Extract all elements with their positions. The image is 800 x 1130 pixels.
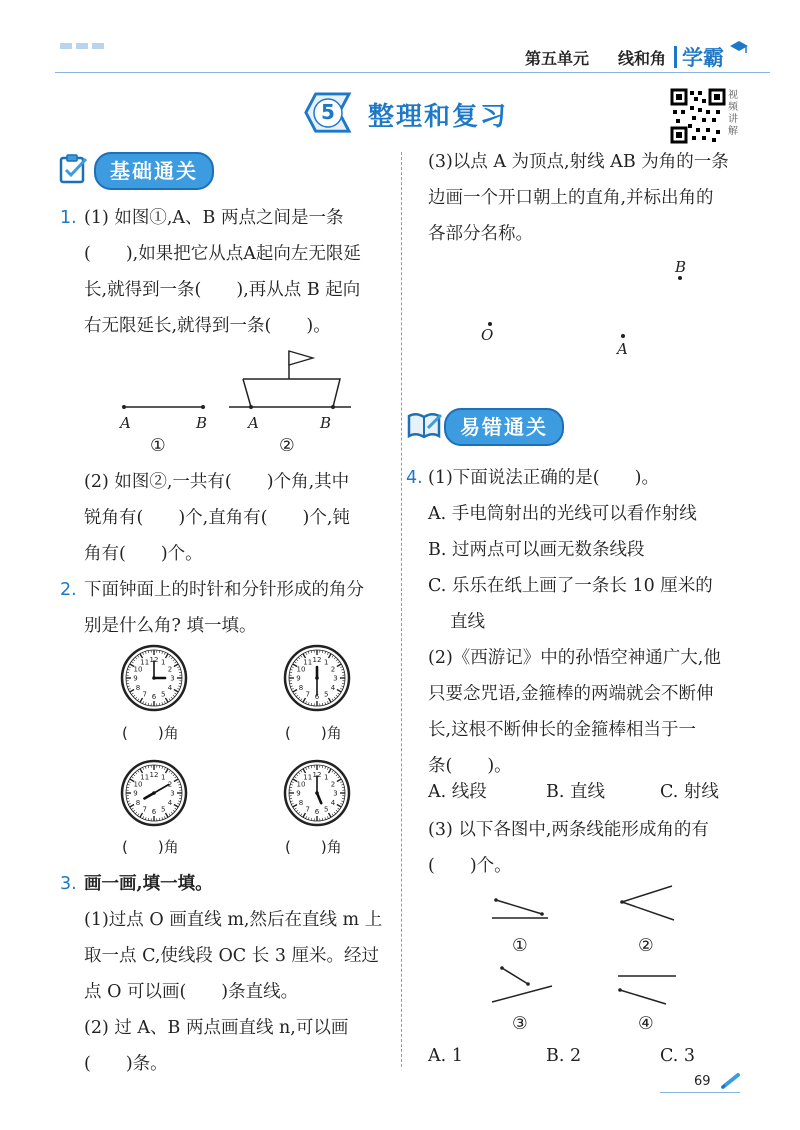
q1-number: 1. (60, 208, 77, 228)
q1-p2-line2: 锐角有( )个,直角有( )个,钝 (84, 508, 350, 528)
header-chip (76, 43, 88, 49)
clock-center (315, 791, 319, 795)
clock-numeral: 4 (330, 798, 336, 807)
fig2-label: ② (279, 436, 295, 456)
fig1-point-a: A (120, 414, 131, 432)
q4-p3-option-a: A. 1 (428, 1046, 463, 1066)
clock-numeral: 3 (333, 674, 338, 683)
q4-number: 4. (406, 468, 423, 488)
clock-center (152, 791, 156, 795)
figure-1-segment (115, 395, 215, 415)
clock-numeral: 7 (305, 805, 310, 814)
q3-number: 3. (60, 874, 77, 894)
open-book-icon (406, 410, 442, 440)
q4-p3-option-b: B. 2 (546, 1046, 582, 1066)
q1-p2-line3: 角有( )个。 (84, 544, 203, 564)
clock-numeral: 2 (167, 665, 173, 674)
figure-2-boat (225, 345, 355, 415)
q4-p2-option-c: C. 射线 (660, 782, 719, 802)
clock-2 (282, 643, 352, 713)
clock-numeral: 11 (303, 658, 313, 667)
clock-numeral: 7 (142, 690, 147, 699)
clock-numeral: 1 (161, 658, 166, 667)
page-number: 69 (694, 1074, 711, 1089)
clock-numeral: 1 (161, 773, 166, 782)
q4-option-b: B. 过两点可以画无数条线段 (428, 540, 645, 560)
clock-numeral: 9 (296, 789, 301, 798)
clock-1 (119, 643, 189, 713)
clock-numeral: 9 (133, 789, 138, 798)
clock-numeral: 6 (314, 693, 320, 701)
fig2-point-a: A (248, 414, 259, 432)
header-chip (92, 43, 104, 49)
q3-p3-line2: 边画一个开口朝上的直角,并标出角的 (428, 188, 714, 208)
q2-line2: 别是什么角? 填一填。 (84, 616, 257, 636)
figure-label-3: ③ (512, 1014, 528, 1034)
clock-3-answer: ( )角 (122, 838, 179, 856)
clock-2-answer: ( )角 (285, 724, 342, 742)
angle-figure-1 (486, 892, 556, 926)
clock-numeral: 3 (170, 674, 175, 683)
clock-numeral: 11 (140, 773, 150, 782)
clock-numeral: 3 (170, 789, 175, 798)
angle-figure-2 (612, 882, 682, 926)
q1-p1-line1: (1) 如图①,A、B 两点之间是一条 (84, 208, 344, 228)
fig1-label: ① (150, 436, 166, 456)
q4-p2-line2: 只要念咒语,金箍棒的两端就会不断伸 (428, 684, 714, 704)
clock-center (152, 676, 156, 680)
clock-numeral: 10 (296, 665, 306, 674)
section-basic: 基础通关 (94, 152, 214, 190)
clock-numeral: 4 (330, 683, 336, 692)
clock-numeral: 12 (149, 656, 159, 664)
clock-numeral: 8 (135, 683, 141, 692)
q4-option-c-line1: C. 乐乐在纸上画了一条长 10 厘米的 (428, 576, 713, 596)
clock-4 (282, 758, 352, 828)
clock-4-answer: ( )角 (285, 838, 342, 856)
figure-label-2: ② (638, 936, 654, 956)
section-mistake: 易错通关 (444, 408, 564, 446)
point-b-dot (678, 276, 682, 280)
clock-numeral: 10 (296, 780, 306, 789)
clock-1-answer: ( )角 (122, 724, 179, 742)
q4-p2-option-b: B. 直线 (546, 782, 605, 802)
q4-option-a: A. 手电筒射出的光线可以看作射线 (428, 504, 697, 524)
clock-numeral: 6 (151, 693, 157, 701)
clock-numeral: 5 (324, 805, 329, 814)
header-unit: 第五单元 (525, 49, 590, 68)
clock-numeral: 1 (324, 658, 329, 667)
clock-numeral: 2 (330, 665, 336, 674)
clock-numeral: 6 (151, 808, 157, 816)
q4-p2-option-a: A. 线段 (428, 782, 487, 802)
q4-p2-line4: 条( )。 (428, 756, 512, 776)
brand-logo: 学霸 (682, 46, 724, 70)
clock-numeral: 10 (133, 665, 143, 674)
checklist-icon (58, 153, 90, 185)
angle-figure-4 (612, 970, 682, 1010)
point-b-label: B (675, 258, 687, 276)
point-a-dot (621, 334, 625, 338)
clock-numeral: 8 (135, 798, 141, 807)
clock-numeral: 7 (142, 805, 147, 814)
clock-numeral: 5 (161, 805, 166, 814)
clock-numeral: 1 (324, 773, 329, 782)
clock-numeral: 9 (133, 674, 138, 683)
clock-numeral: 10 (133, 780, 143, 789)
q2-number: 2. (60, 580, 77, 600)
q3-p1-line1: (1)过点 O 画直线 m,然后在直线 m 上 (84, 910, 383, 930)
pencil-icon (720, 1072, 742, 1090)
clock-numeral: 12 (312, 656, 322, 664)
clock-numeral: 11 (140, 658, 150, 667)
q3-p2-line2: ( )条。 (84, 1054, 168, 1074)
figure-label-4: ④ (638, 1014, 654, 1034)
q4-option-c-line2: 直线 (450, 612, 485, 632)
fig1-point-b: B (196, 414, 208, 432)
q1-p2-line1: (2) 如图②,一共有( )个角,其中 (84, 472, 350, 492)
q1-p1-line3: 长,就得到一条( ),再从点 B 起向 (84, 280, 361, 300)
qr-code (670, 88, 726, 144)
point-a-label: A (617, 340, 628, 358)
clock-numeral: 9 (296, 674, 301, 683)
chapter-number: 5 (321, 100, 335, 124)
clock-numeral: 7 (305, 690, 310, 699)
clock-numeral: 4 (167, 683, 173, 692)
q2-line1: 下面钟面上的时针和分针形成的角分 (84, 580, 364, 600)
q3-p1-line3: 点 O 可以画( )条直线。 (84, 982, 299, 1002)
q4-p2-line1: (2)《西游记》中的孙悟空神通广大,他 (428, 648, 721, 668)
page-title: 整理和复习 (368, 102, 509, 132)
clock-numeral: 6 (314, 808, 320, 816)
clock-numeral: 8 (298, 798, 304, 807)
q4-p2-line3: 长,这根不断伸长的金箍棒相当于一 (428, 720, 697, 740)
q4-p3-line1: (3) 以下各图中,两条线能形成角的有 (428, 820, 709, 840)
clock-center (315, 676, 319, 680)
qr-caption: 视频讲解 (728, 90, 738, 137)
clock-numeral: 2 (330, 780, 336, 789)
clock-numeral: 2 (167, 780, 173, 789)
footer-rule (660, 1092, 740, 1093)
clock-numeral: 12 (312, 771, 322, 779)
clock-numeral: 12 (149, 771, 159, 779)
header-topic: 线和角 (618, 49, 667, 68)
clock-numeral: 4 (167, 798, 173, 807)
column-divider (401, 152, 402, 1067)
q3-p3-line3: 各部分名称。 (428, 224, 533, 244)
q4-p3-option-c: C. 3 (660, 1046, 696, 1066)
point-o-label: O (481, 326, 494, 344)
graduation-cap-icon (728, 38, 750, 56)
clock-numeral: 5 (161, 690, 166, 699)
clock-numeral: 5 (324, 690, 329, 699)
clock-numeral: 3 (333, 789, 338, 798)
clock-numeral: 8 (298, 683, 304, 692)
q3-p3-line1: (3)以点 A 为顶点,射线 AB 为角的一条 (428, 152, 729, 172)
clock-numeral: 11 (303, 773, 313, 782)
q4-p1: (1)下面说法正确的是( )。 (428, 468, 659, 488)
q3-title: 画一画,填一填。 (84, 874, 213, 894)
clock-3 (119, 758, 189, 828)
header-rule (55, 72, 770, 73)
q3-p1-line2: 取一点 C,使线段 OC 长 3 厘米。经过 (84, 946, 380, 966)
figure-label-1: ① (512, 936, 528, 956)
header-chip (60, 43, 72, 49)
q4-p3-line2: ( )个。 (428, 856, 512, 876)
header-separator (674, 46, 677, 68)
fig2-point-b: B (320, 414, 332, 432)
q1-p1-line4: 右无限延长,就得到一条( )。 (84, 316, 331, 336)
q1-p1-line2: ( ),如果把它从点A起向左无限延 (84, 244, 361, 264)
q3-p2-line1: (2) 过 A、B 两点画直线 n,可以画 (84, 1018, 349, 1038)
angle-figure-3 (488, 962, 558, 1010)
